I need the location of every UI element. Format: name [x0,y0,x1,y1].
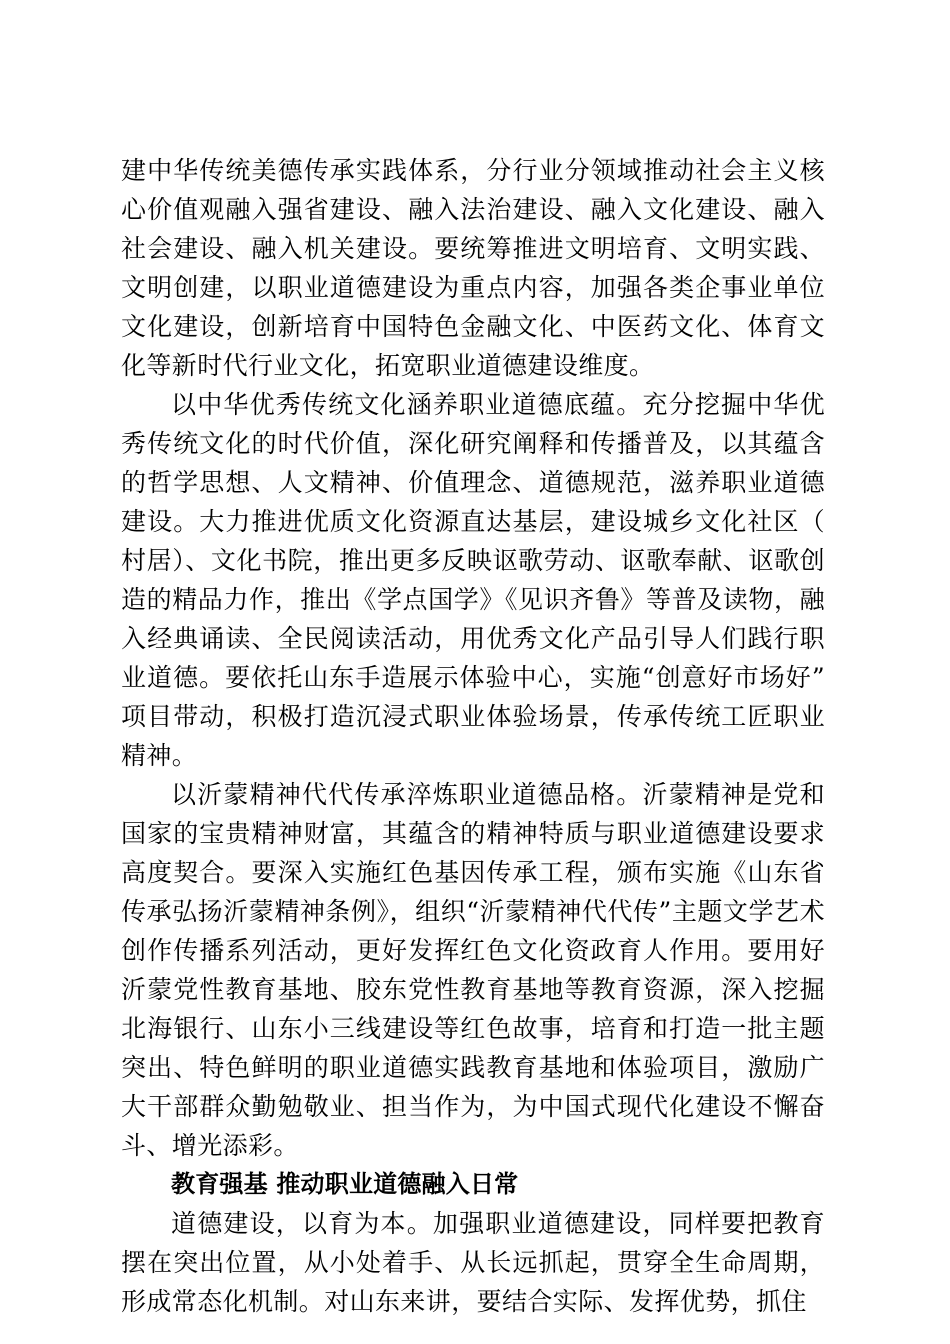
paragraph-continuation: 建中华传统美德传承实践体系，分行业分领域推动社会主义核心价值观融入强省建设、融入法治建设、融入文化建设、融入社会建设、融入机关建设。要统筹推进文明培育、文明实践、文明创建，以职业道德建设为重点内容，加强各类企事业单位文化建设，创新培育中国特色金融文化、中医药文化、体育文化等新时代行业文化，拓宽职业道德建设维度。 [121,156,825,380]
paragraph-yimeng-spirit: 以沂蒙精神代代传承淬炼职业道德品格。沂蒙精神是党和国家的宝贵精神财富，其蕴含的精神特质与职业道德建设要求高度契合。要深入实施红色基因传承工程，颁布实施《山东省传承弘扬沂蒙精神条例》，组织“沂蒙精神代代传”主题文学艺术创作传播系列活动，更好发挥红色文化资政育人作用。要用好沂蒙党性教育基地、胶东党性教育基地等教育资源，深入挖掘北海银行、山东小三线建设等红色故事，培育和打造一批主题突出、特色鲜明的职业道德实践教育基地和体验项目，激励广大干部群众勤勉敬业、担当作为，为中国式现代化建设不懈奋斗、增光添彩。 [121,780,825,1160]
paragraph-traditional-culture: 以中华优秀传统文化涵养职业道德底蕴。充分挖掘中华优秀传统文化的时代价值，深化研究阐释和传播普及，以其蕴含的哲学思想、人文精神、价值理念、道德规范，滋养职业道德建设。大力推进优质文化资源直达基层，建设城乡文化社区（村居）、文化书院，推出更多反映讴歌劳动、讴歌奉献、讴歌创造的精品力作，推出《学点国学》《见识齐鲁》等普及读物，融入经典诵读、全民阅读活动，用优秀文化产品引导人们践行职业道德。要依托山东手造展示体验中心，实施“创意好市场好”项目带动，积极打造沉浸式职业体验场景，传承传统工匠职业精神。 [121,390,825,770]
section-heading: 教育强基 推动职业道德融入日常 [171,1170,519,1198]
paragraph-education: 道德建设，以育为本。加强职业道德建设，同样要把教育摆在突出位置，从小处着手、从长远抓起，贯穿全生命周期，形成常态化机制。对山东来讲，要结合实际、发挥优势，抓住 [121,1209,825,1316]
document-page [121,151,825,1321]
